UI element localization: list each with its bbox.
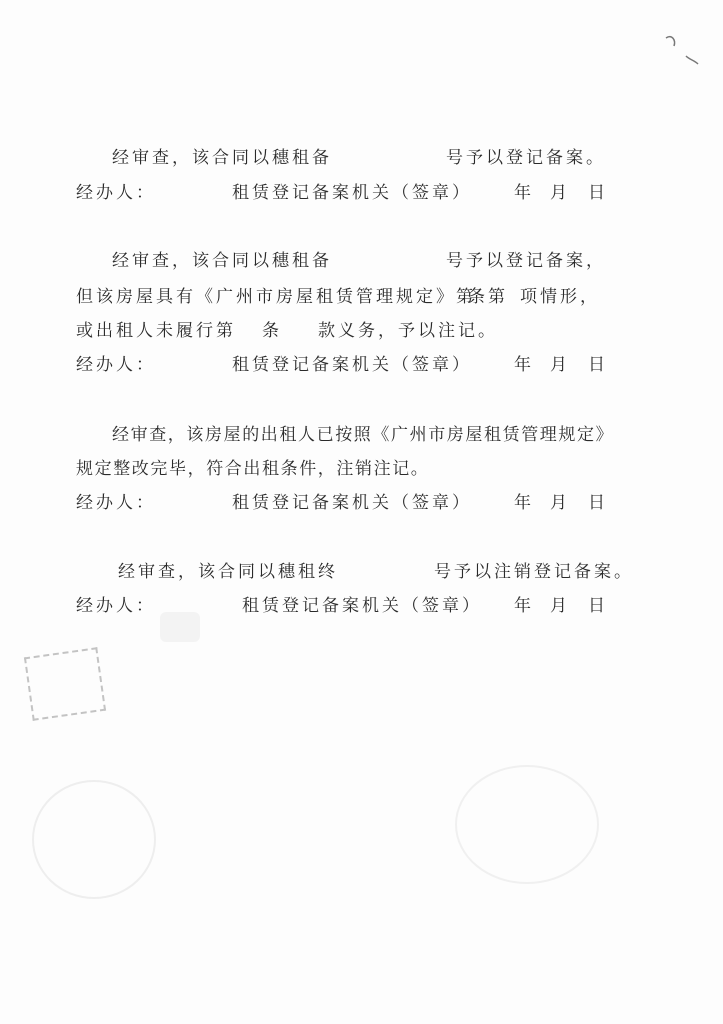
month-label: 月: [550, 493, 570, 513]
day-label: 日: [588, 596, 608, 616]
office-label: 租赁登记备案机关（签章）: [232, 355, 472, 375]
month-label: 月: [550, 183, 570, 203]
statement-text: 经审查，该合同以穗租备: [112, 148, 332, 168]
handler-label: 经办人：: [76, 493, 156, 513]
faint-round-seal: [32, 780, 156, 899]
statement-text: 规定整改完毕，符合出租条件，注销注记。: [76, 459, 430, 479]
statement-text: 经审查，该合同以穗租备: [112, 251, 332, 271]
statement-suffix: 号予以注销登记备案。: [434, 562, 634, 582]
faint-square-stamp: [24, 647, 106, 721]
year-label: 年: [514, 493, 534, 513]
day-label: 日: [588, 493, 608, 513]
statement-text: 或出租人未履行第: [76, 321, 236, 341]
statement-text: 经审查，该房屋的出租人已按照《广州市房屋租赁管理规定》: [112, 425, 615, 445]
handler-label: 经办人：: [76, 355, 156, 375]
statement-suffix: 号予以登记备案，: [446, 251, 606, 271]
month-label: 月: [550, 355, 570, 375]
faint-round-seal: [455, 765, 599, 884]
article-label: 条: [262, 321, 282, 341]
office-label: 租赁登记备案机关（签章）: [242, 596, 482, 616]
year-label: 年: [514, 183, 534, 203]
office-label: 租赁登记备案机关（签章）: [232, 183, 472, 203]
item-label: 项情形，: [520, 287, 600, 307]
month-label: 月: [550, 596, 570, 616]
day-label: 日: [588, 183, 608, 203]
year-label: 年: [514, 355, 534, 375]
faint-smudge: [160, 612, 200, 642]
office-label: 租赁登记备案机关（签章）: [232, 493, 472, 513]
year-label: 年: [514, 596, 534, 616]
day-label: 日: [588, 355, 608, 375]
statement-suffix: 号予以登记备案。: [446, 148, 606, 168]
statement-text: 但该房屋具有《广州市房屋租赁管理规定》第: [76, 287, 476, 307]
clause-text: 款义务，予以注记。: [318, 321, 498, 341]
handler-label: 经办人：: [76, 596, 156, 616]
pen-mark: [662, 30, 702, 70]
statement-text: 经审查，该合同以穗租终: [118, 562, 338, 582]
article-label: 条第: [468, 287, 508, 307]
handler-label: 经办人：: [76, 183, 156, 203]
